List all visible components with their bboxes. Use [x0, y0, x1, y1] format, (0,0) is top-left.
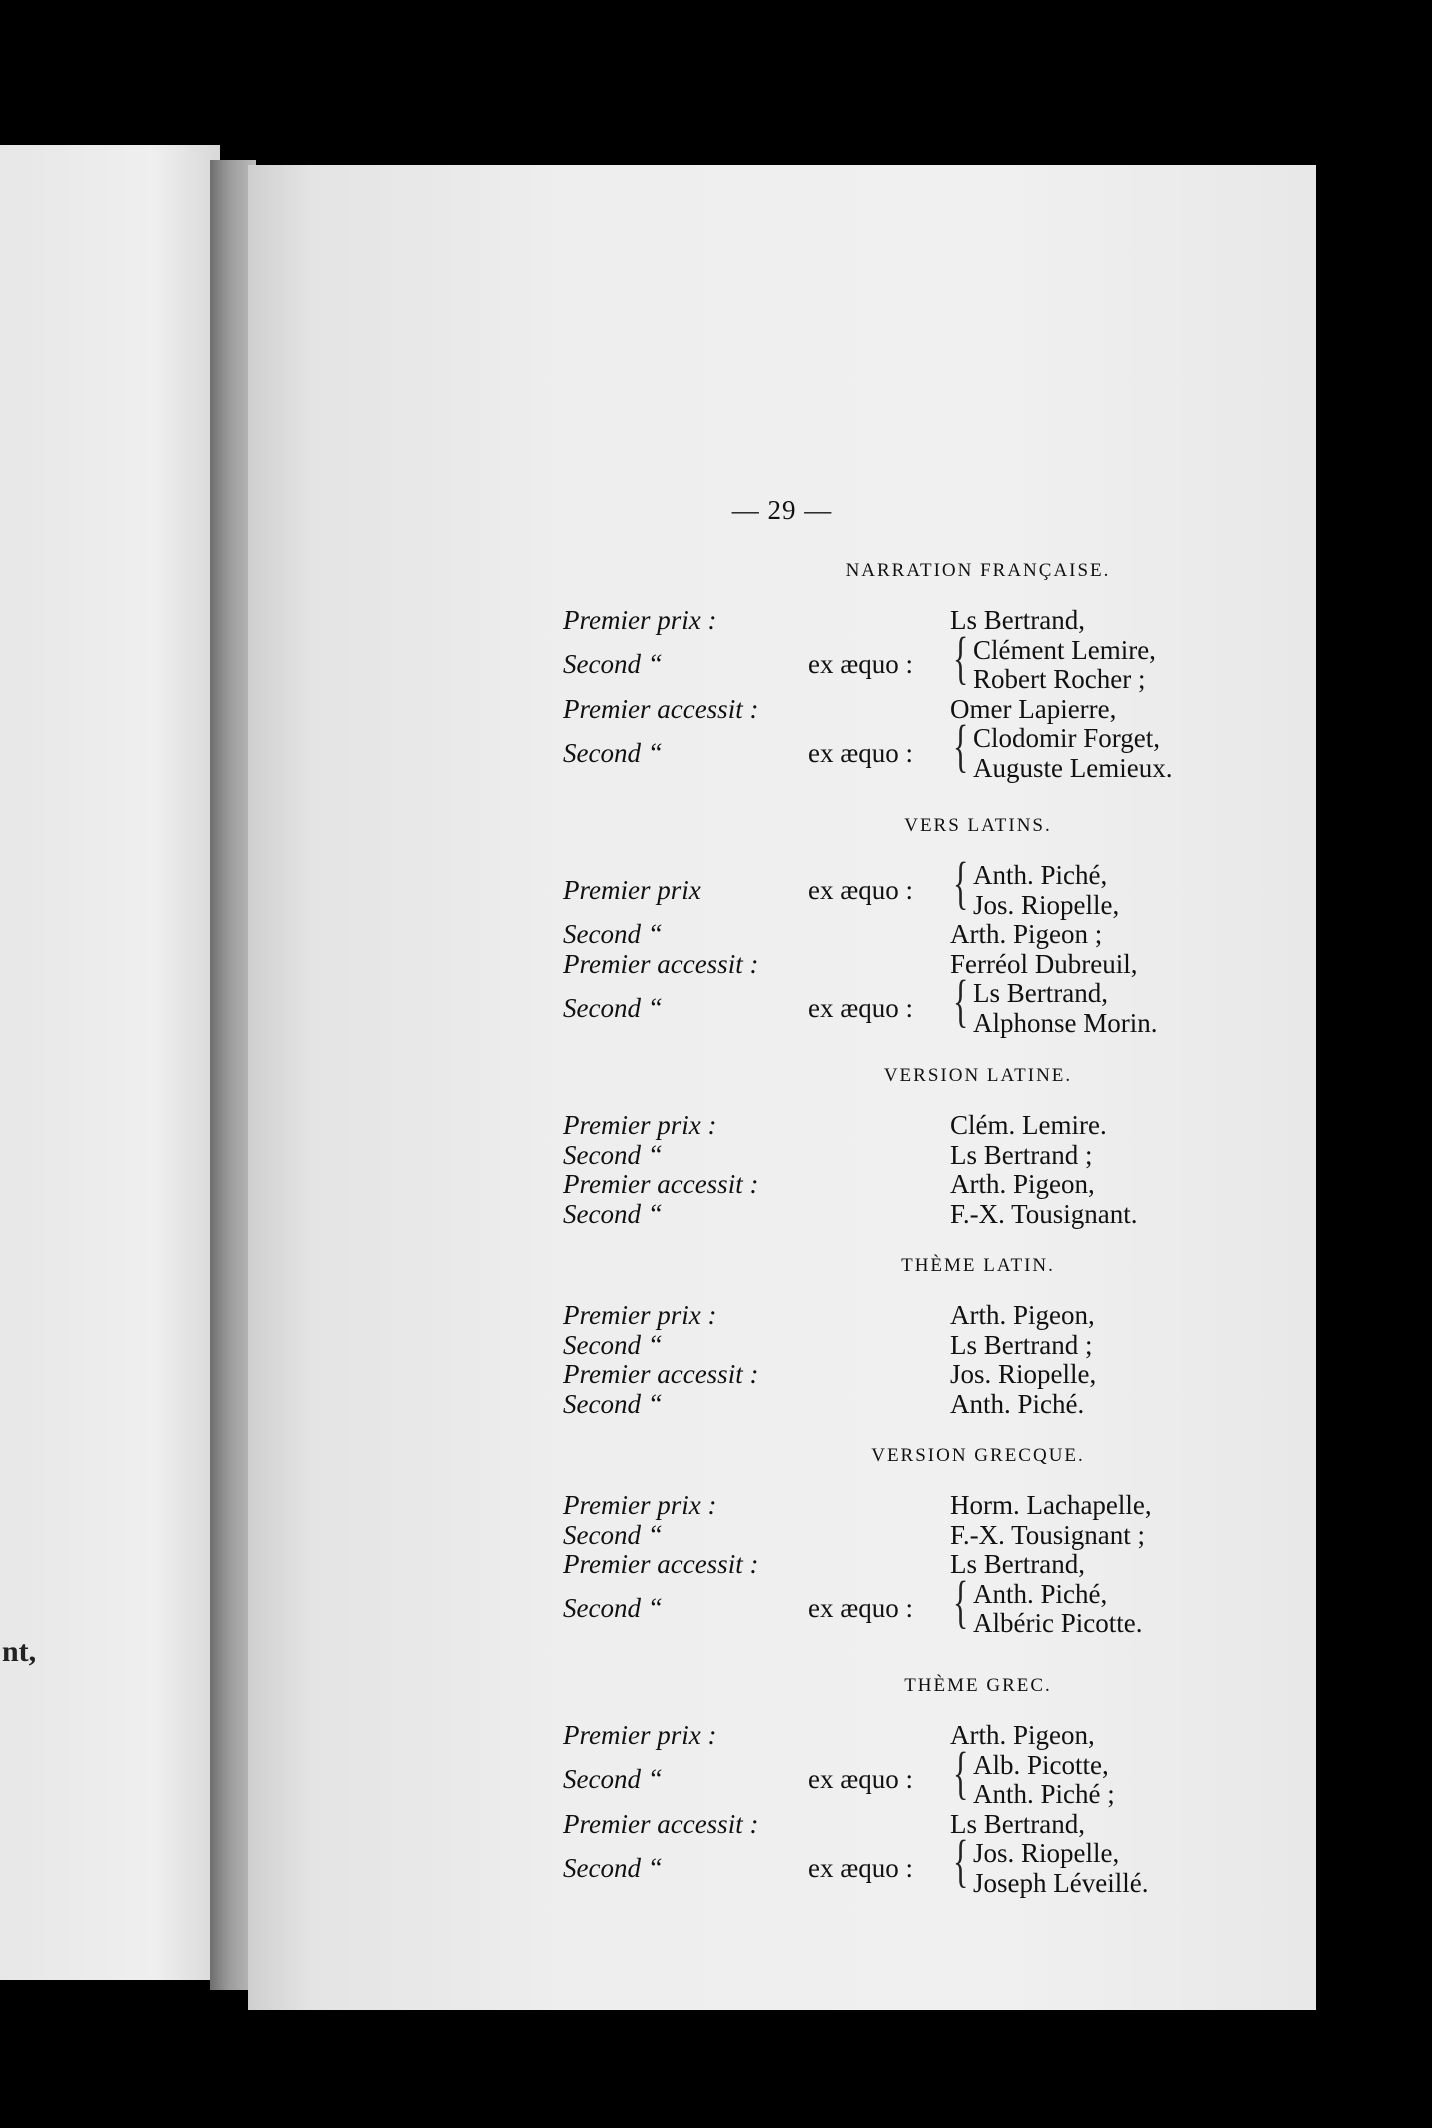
- ex-aequo-marker: ex æquo :: [808, 1764, 913, 1795]
- winner-name: Albéric Picotte.: [973, 1608, 1143, 1638]
- brace-glyph: {: [953, 713, 969, 778]
- section-title: VERSION LATINE.: [883, 1065, 1073, 1086]
- winner-name: Clém. Lemire.: [950, 1110, 1107, 1140]
- winner-name: F.-X. Tousignant ;: [950, 1519, 1145, 1550]
- section-title: VERSION GRECQUE.: [871, 1445, 1085, 1466]
- prize-label: Premier prix :: [563, 1110, 717, 1140]
- prize-label: Second “: [563, 1764, 663, 1795]
- ex-aequo-marker: ex æquo :: [808, 737, 913, 768]
- prize-label: Second “: [563, 919, 663, 949]
- prize-label: Premier prix :: [563, 605, 717, 635]
- winner-name: Omer Lapierre,: [950, 693, 1117, 724]
- prize-label: Premier accessit :: [563, 1808, 759, 1839]
- winner-name: Robert Rocher ;: [973, 664, 1146, 694]
- winner-name: Ls Bertrand,: [950, 605, 1085, 635]
- prize-label: Second “: [563, 1388, 663, 1419]
- winner-name: Anth. Piché.: [950, 1388, 1085, 1419]
- section-title: VERS LATINS.: [904, 815, 1052, 836]
- ex-aequo-marker: ex æquo :: [808, 874, 913, 905]
- prize-label: Premier accessit :: [563, 693, 759, 724]
- winner-name: Alb. Picotte,: [973, 1749, 1109, 1780]
- brace-glyph: {: [953, 624, 969, 690]
- section-title: THÈME LATIN.: [901, 1255, 1055, 1276]
- prize-label: Second “: [563, 737, 663, 768]
- winner-name: Alphonse Morin.: [973, 1007, 1158, 1038]
- prize-label: Second “: [563, 1139, 663, 1170]
- winner-name: Arth. Pigeon ;: [950, 919, 1103, 949]
- prize-label: Premier prix: [563, 874, 701, 905]
- prize-label: Second “: [563, 1593, 663, 1624]
- winner-name: F.-X. Tousignant.: [950, 1198, 1138, 1229]
- prize-label: Premier accessit :: [563, 1549, 759, 1579]
- brace-glyph: {: [953, 1739, 969, 1805]
- winner-name: Clément Lemire,: [973, 634, 1156, 665]
- winner-name: Ls Bertrand ;: [950, 1329, 1093, 1360]
- winner-name: Anth. Piché ;: [973, 1779, 1115, 1809]
- winner-name: Clodomir Forget,: [973, 723, 1161, 753]
- brace-glyph: {: [953, 850, 969, 915]
- winner-name: Ls Bertrand,: [973, 978, 1108, 1008]
- prize-label: Second “: [563, 649, 663, 680]
- left-page: [0, 145, 220, 1980]
- ex-aequo-marker: ex æquo :: [808, 992, 913, 1023]
- brace-glyph: {: [953, 968, 969, 1033]
- prize-label: Second “: [563, 1519, 663, 1550]
- brace-glyph: {: [953, 1568, 969, 1634]
- prize-label: Premier accessit :: [563, 1359, 759, 1389]
- prize-label: Second “: [563, 1852, 663, 1883]
- prize-label: Second “: [563, 1198, 663, 1229]
- winner-name: Jos. Riopelle,: [973, 1838, 1120, 1868]
- winner-name: Anth. Piché,: [973, 1578, 1108, 1609]
- ex-aequo-marker: ex æquo :: [808, 649, 913, 680]
- prize-label: Premier accessit :: [563, 948, 759, 979]
- page-number: — 29 —: [731, 495, 833, 525]
- ex-aequo-marker: ex æquo :: [808, 1593, 913, 1624]
- prize-label: Second “: [563, 992, 663, 1023]
- winner-name: Ferréol Dubreuil,: [950, 948, 1138, 979]
- winner-name: Ls Bertrand,: [950, 1549, 1085, 1579]
- prize-label: Premier prix :: [563, 1300, 717, 1330]
- winner-name: Ls Bertrand,: [950, 1808, 1085, 1839]
- ex-aequo-marker: ex æquo :: [808, 1852, 913, 1883]
- brace-glyph: {: [953, 1828, 969, 1893]
- winner-name: Auguste Lemieux.: [973, 752, 1173, 783]
- winner-name: Jos. Riopelle,: [950, 1359, 1097, 1389]
- winner-name: Ls Bertrand ;: [950, 1139, 1093, 1170]
- winner-name: Arth. Pigeon,: [950, 1300, 1095, 1330]
- section-title: THÈME GREC.: [904, 1675, 1052, 1696]
- section-title: NARRATION FRANÇAISE.: [845, 560, 1111, 581]
- winner-name: Joseph Léveillé.: [973, 1867, 1149, 1898]
- prize-label: Premier prix :: [563, 1490, 717, 1520]
- winner-name: Horm. Lachapelle,: [950, 1490, 1152, 1520]
- right-page: [248, 165, 1316, 2010]
- winner-name: Anth. Piché,: [973, 860, 1108, 890]
- left-page-text-fragment: nt,: [2, 1635, 37, 1668]
- prize-label: Second “: [563, 1329, 663, 1360]
- prize-label: Premier accessit :: [563, 1169, 759, 1199]
- winner-name: Arth. Pigeon,: [950, 1720, 1095, 1750]
- winner-name: Jos. Riopelle,: [973, 889, 1120, 920]
- prize-label: Premier prix :: [563, 1720, 717, 1750]
- winner-name: Arth. Pigeon,: [950, 1169, 1095, 1199]
